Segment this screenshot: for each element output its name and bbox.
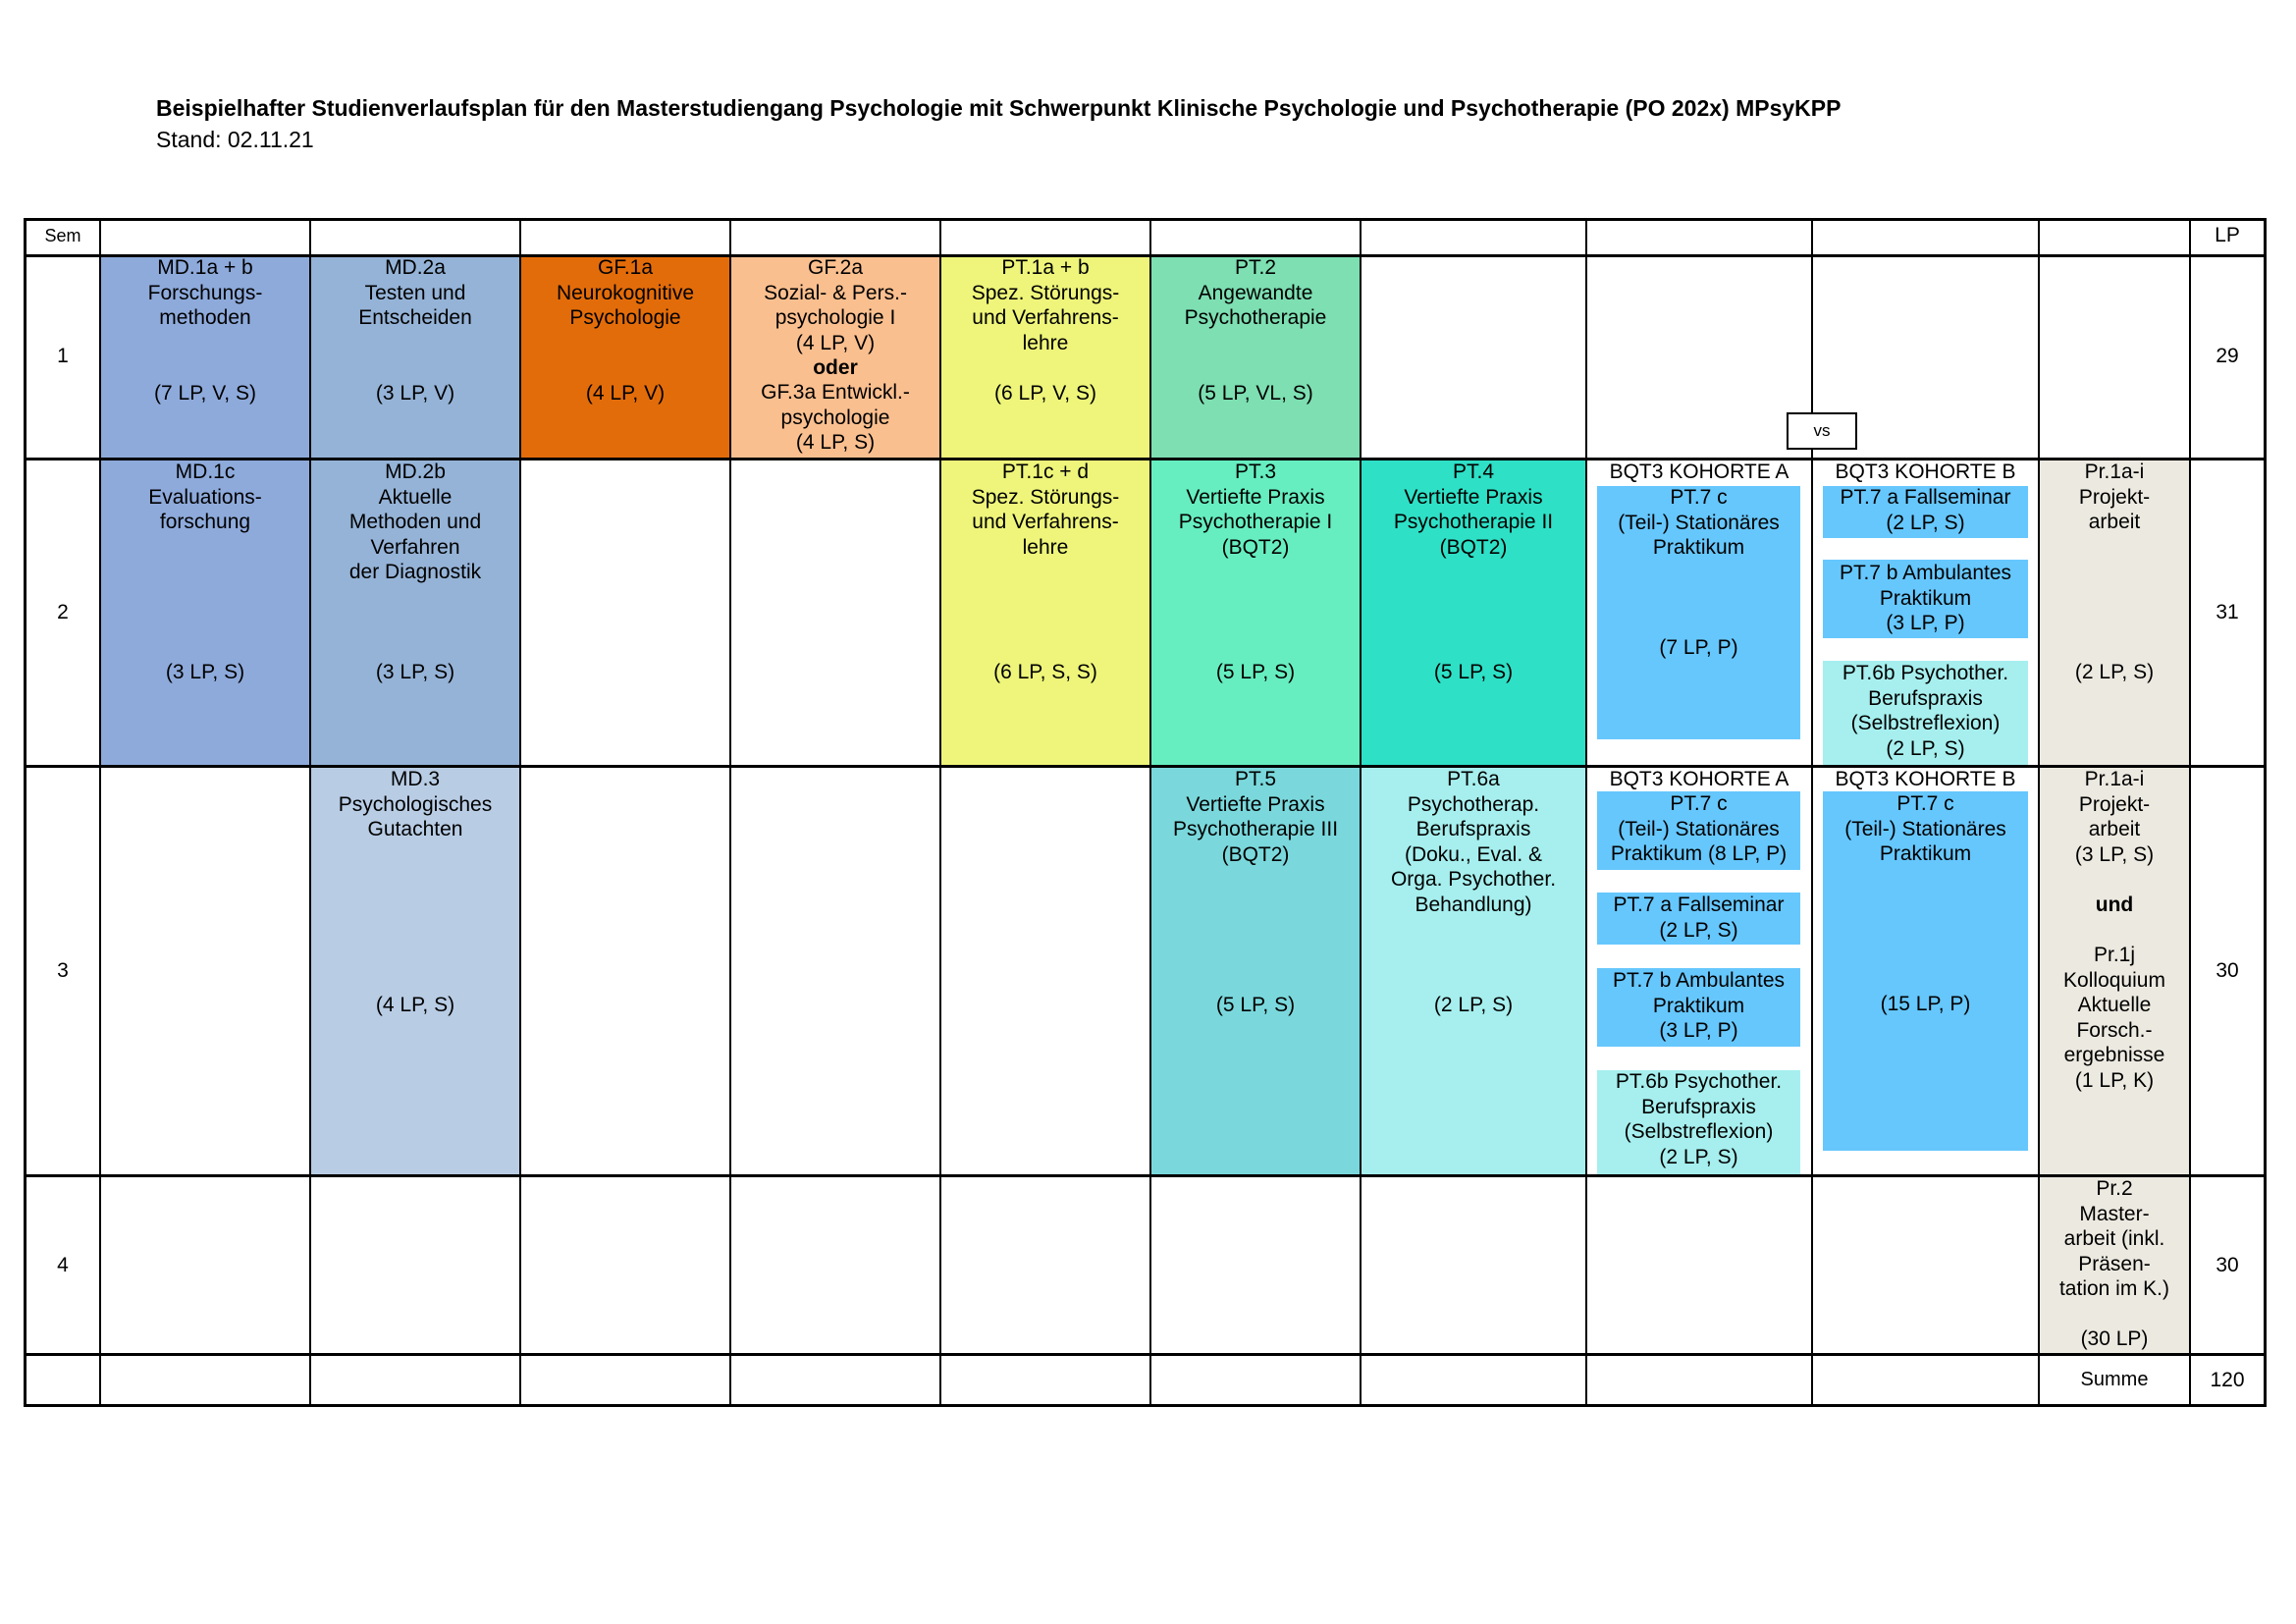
module-gf1a: GF.1a Neurokognitive Psychologie (4 LP, V)	[556, 256, 695, 405]
header-sem: Sem	[44, 226, 81, 245]
module-pt7a-a-s3: PT.7 a Fallseminar (2 LP, S)	[1613, 893, 1785, 942]
header-lp: LP	[2215, 224, 2240, 246]
module-pt7b-a-s3: PT.7 b Ambulantes Praktikum (3 LP, P)	[1612, 969, 1786, 1042]
semester-3: 3	[57, 959, 69, 982]
lp-total-sem1: 29	[2216, 345, 2239, 367]
module-pt3: PT.3 Vertiefte Praxis Psychotherapie I (BQT2) (5 LP, S)	[1178, 460, 1333, 683]
module-pr-und: und	[2095, 893, 2134, 916]
module-pr1j-s3: Pr.1j Kolloquium Aktuelle Forsch.- ergebnisse (1 LP, K)	[2063, 944, 2165, 1092]
lp-total-sem3: 30	[2216, 959, 2239, 982]
module-pr1ai-s2: Pr.1a-i Projekt- arbeit (2 LP, S)	[2074, 460, 2155, 683]
module-md3: MD.3 Psychologisches Gutachten (4 LP, S)	[338, 768, 493, 1016]
grid-line-top	[24, 218, 2266, 221]
module-pt6b-b-s2: PT.6b Psychother. Berufspraxis (Selbstreflexion) (2 LP, S)	[1842, 662, 2009, 760]
sum-value: 120	[2210, 1369, 2245, 1391]
module-pt1ab: PT.1a + b Spez. Störungs- und Verfahrens- lehre (6 LP, V, S)	[971, 256, 1120, 405]
module-pt7c-a-s2: PT.7 c (Teil-) Stationäres Praktikum (7 LP, P)	[1618, 486, 1780, 659]
lp-total-sem2: 31	[2216, 601, 2239, 623]
sum-label: Summe	[2080, 1369, 2149, 1390]
grid-line-bottom	[24, 1404, 2266, 1407]
module-gf2a: GF.2a Sozial- & Pers.- psychologie I (4 LP, V)	[764, 256, 907, 354]
module-pt6b-a-s3: PT.6b Psychother. Berufspraxis (Selbstreflexion) (2 LP, S)	[1615, 1070, 1783, 1168]
module-md2a: MD.2a Testen und Entscheiden (3 LP, V)	[358, 256, 472, 405]
module-pt6a: PT.6a Psychotherap. Berufspraxis (Doku., Eval. & Orga. Psychother. Behandlung) (2 LP, S)	[1390, 768, 1557, 1016]
module-pt7a-b-s2: PT.7 a Fallseminar (2 LP, S)	[1840, 486, 2011, 534]
module-gf2a-oder: oder	[813, 356, 858, 379]
semester-4: 4	[57, 1254, 69, 1276]
kohorte-a-s3: BQT3 KOHORTE A	[1609, 768, 1789, 790]
module-pt5: PT.5 Vertiefte Praxis Psychotherapie III (BQT2) (5 LP, S)	[1172, 768, 1339, 1016]
grid-line-right	[2264, 218, 2267, 1407]
module-pt1cd: PT.1c + d Spez. Störungs- und Verfahrens- lehre (6 LP, S, S)	[971, 460, 1120, 683]
module-md2b: MD.2b Aktuelle Methoden und Verfahren der Diagnostik (3 LP, S)	[348, 460, 482, 683]
kohorte-a-s2: BQT3 KOHORTE A	[1609, 460, 1789, 483]
grid-line-h5	[24, 1353, 2266, 1356]
grid-line-h4	[24, 1174, 2266, 1177]
module-pr2: Pr.2 Master- arbeit (inkl. Präsen- tation im K.) (30 LP)	[2058, 1177, 2170, 1350]
module-pt4: PT.4 Vertiefte Praxis Psychotherapie II (BQT2) (5 LP, S)	[1393, 460, 1554, 683]
grid-line-v9	[1811, 218, 1813, 1407]
status-date: Stand: 02.11.21	[156, 127, 314, 152]
module-pt2: PT.2 Angewandte Psychotherapie (5 LP, VL, S)	[1184, 256, 1327, 405]
page-title: Beispielhafter Studienverlaufsplan für den Masterstudiengang Psychologie mit Schwerpunkt Klinische Psychologie und Psychotherapie (PO 202x) MPsyKPP	[156, 95, 1842, 121]
semester-2: 2	[57, 601, 69, 623]
module-md1ab: MD.1a + b Forschungs- methoden (7 LP, V, S)	[147, 256, 263, 405]
module-pr1ai-s3: Pr.1a-i Projekt- arbeit (3 LP, S)	[2074, 768, 2155, 866]
grid-line-left	[24, 218, 27, 1407]
module-gf3a: GF.3a Entwickl.- psychologie (4 LP, S)	[761, 381, 910, 454]
module-md1c: MD.1c Evaluations- forschung (3 LP, S)	[148, 460, 262, 683]
module-pt7b-b-s2: PT.7 b Ambulantes Praktikum (3 LP, P)	[1839, 562, 2012, 634]
lp-total-sem4: 30	[2216, 1254, 2239, 1276]
vs-box: vs	[1787, 412, 1857, 450]
module-pt7c-b-s3: PT.7 c (Teil-) Stationäres Praktikum (15 LP, P)	[1844, 792, 2006, 1015]
module-pt7c-a-s3: PT.7 c (Teil-) Stationäres Praktikum (8 LP, P)	[1610, 792, 1788, 865]
semester-1: 1	[57, 345, 69, 367]
kohorte-b-s3: BQT3 KOHORTE B	[1835, 768, 2016, 790]
kohorte-b-s2: BQT3 KOHORTE B	[1835, 460, 2016, 483]
